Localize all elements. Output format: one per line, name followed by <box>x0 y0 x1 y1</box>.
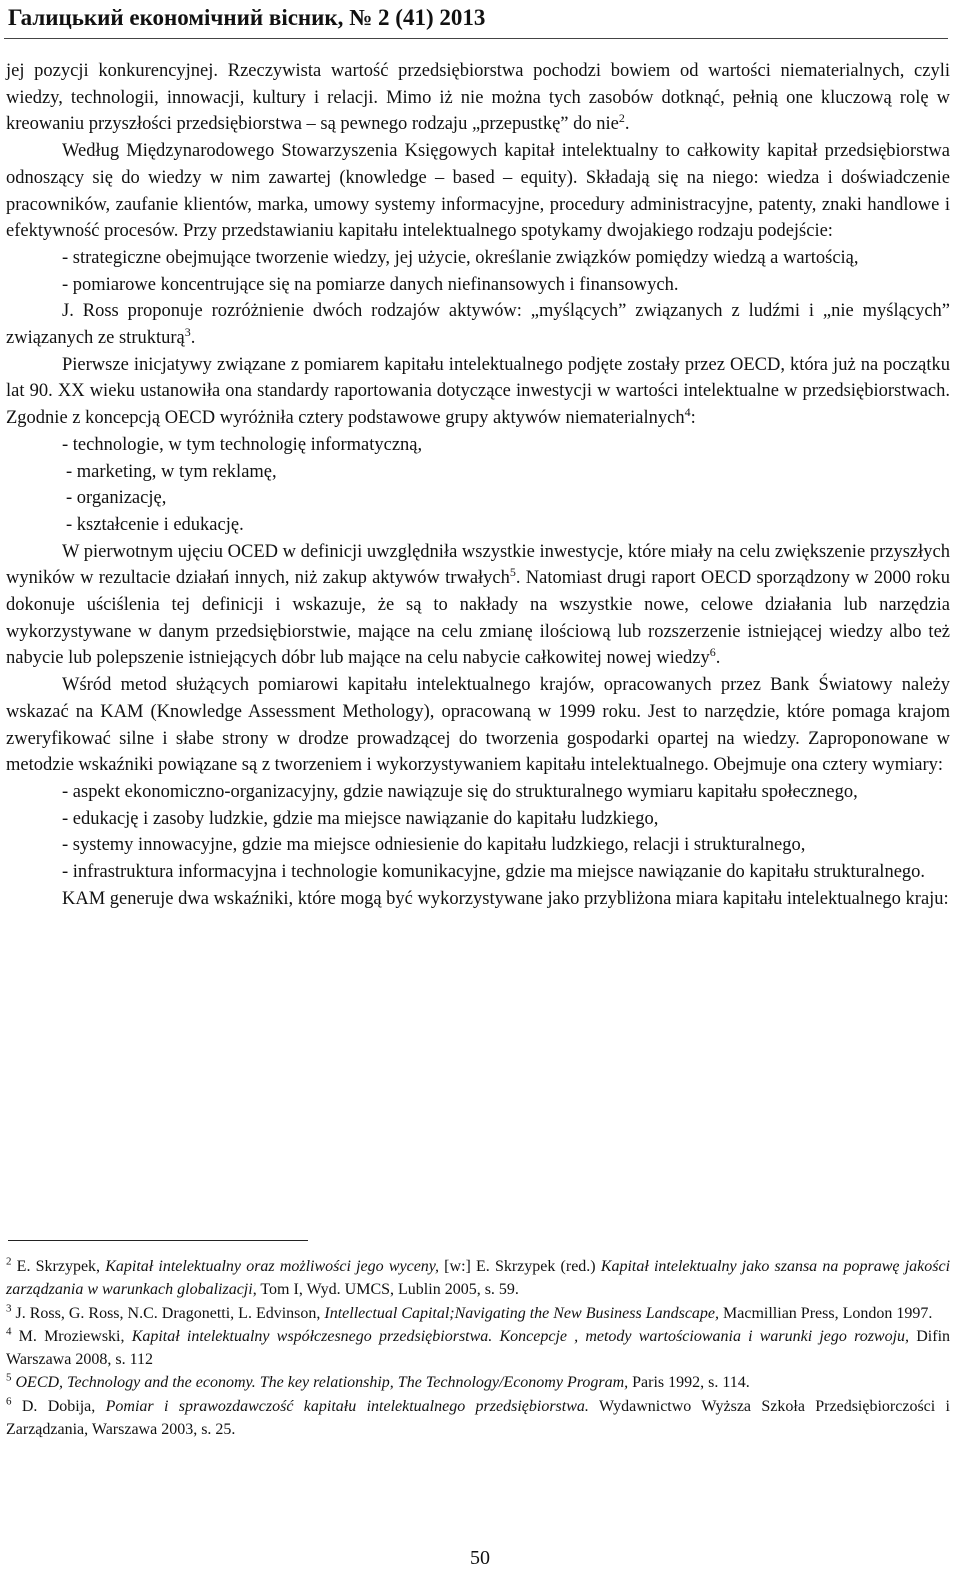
journal-header: Галицький економічний вісник, № 2 (41) 2013 <box>8 5 486 30</box>
footnote-ref-5[interactable]: 5 <box>509 565 516 580</box>
paragraph-kam-indicators: KAM generuje dwa wskaźniki, które mogą być wykorzystywane jako przybliżona miara kapitału intelektualnego kraju: <box>62 888 949 909</box>
page-number: 50 <box>470 1547 490 1569</box>
paragraph-oecd: Pierwsze inicjatywy związane z pomiarem kapitału intelektualnego podjęte zostały przez OECD, która już na początku lat 90. XX wieku ustanowiła ona standardy raportowania dotyczące inwestycji w wartości intelektualne w przedsiębiorstwach. Zgodnie z koncepcją OECD wyróżniła cztery podstawowe grupy aktywów niematerialnych$^4$: <box>6 354 950 429</box>
paragraph-kam: Wśród metod służących pomiarowi kapitału intelektualnego krajów, opracowanych przez Bank Światowy należy wskazać na KAM (Knowledge Assessment Methology), opracowaną w 1999 roku. Jest to narzędzie, które pomaga krajom zweryfikować silne i słabe strony w drodze prowadzącej do tworzenia gospodarki opartej na wiedzy. Zaproponowane w metodzie wskaźniki powiązane są z tworzeniem i wykorzystywaniem kapitału intelektualnego. Obejmuje ona cztery wymiary: <box>6 675 950 776</box>
list-item: - aspekt ekonomiczno-organizacyjny, gdzie nawiązuje się do strukturalnego wymiaru kapitału społecznego, <box>62 781 858 802</box>
list-item: - organizację, <box>66 488 167 509</box>
header-rule <box>4 38 948 39</box>
list-item: - marketing, w tym reklamę, <box>66 461 277 482</box>
footnotes <box>6 1255 950 1441</box>
footnote-6: $^6$ D. Dobija, Pomiar i sprawozdawczość kapitału intelektualnego przedsiębiorstwa. Wydawnictwo Wyższa Szkoła Przedsiębiorczości i Zarządzania, Warszawa 2003, s. 25. <box>6 1395 951 1439</box>
footnote-ref-3[interactable]: 3 <box>184 324 191 339</box>
main-text <box>6 58 950 913</box>
list-item: - technologie, w tym technologię informatyczną, <box>62 434 423 455</box>
footnote-ref-2[interactable]: 2 <box>618 111 625 126</box>
list-item-measurement: - pomiarowe koncentrujące się na pomiarze danych niefinansowych i finansowych. <box>62 274 679 295</box>
footnote-separator <box>8 1240 308 1241</box>
paragraph-2: Według Międzynarodowego Stowarzyszenia Księgowych kapitał intelektualny to całkowity kapitał przedsiębiorstwa odnoszący się do wiedzy w nim zawartej (knowledge – based – equity). Składają się na niego: wiedza i doświadczenie pracowników, zaufanie klientów, marka, umowy systemy informacyjne, procedury administracyjne, patenty, znaki handlowe i efektywność procesów. Przy przedstawianiu kapitału intelektualnego spotykamy dwojakiego rodzaju podejście: <box>6 141 950 242</box>
paragraph-1: jej pozycji konkurencyjnej. Rzeczywista wartość przedsiębiorstwa pochodzi bowiem od wartości niematerialnych, czyli wiedzy, technologii, innowacji, kultury i relacji. Mimo iż nie można tych zasobów dotknąć, pełnią one kluczową rolę w kreowaniu przyszłości przedsiębiorstwa – są pewnego rodzaju „przepustkę” do nie$^2$. <box>6 61 950 135</box>
footnote-ref-4[interactable]: 4 <box>684 404 691 419</box>
list-item: - edukację i zasoby ludzkie, gdzie ma miejsce nawiązanie do kapitału ludzkiego, <box>62 808 659 829</box>
paragraph-oced-definition: W pierwotnym ujęciu OCED w definicji uwzględniła wszystkie inwestycje, które miały na celu zwiększenie przyszłych wyników w rezultacie działań innych, niż zakup aktywów trwałych$^5$. Natomiast drugi raport OECD sporządzony w 2000 roku dokonuje uściślenia tej definicji i wskazuje, że są to nakłady na wszystkie nowe, celowe działania lub narzędzia wykorzystywane w danym przedsiębiorstwie, mające na celu zmianę ilościową lub rozszerzenie istniejącej wiedzy albo też nabycie lub polepszenie istniejących dóbr lub mające na celu nabycie całkowitej nowej wiedzy$^6$. <box>6 541 950 669</box>
footnote-3: $^3$ J. Ross, G. Ross, N.C. Dragonetti, L. Edvinson, Intellectual Capital;Navigating the New Business Landscape, Macmillian Press, London 1997. <box>6 1302 933 1322</box>
list-item: - systemy innowacyjne, gdzie ma miejsce odniesienie do kapitału ludzkiego, relacji i strukturalnego, <box>62 835 806 856</box>
footnote-4: $^4$ M. Mroziewski, Kapitał intelektualny współczesnego przedsiębiorstwa. Koncepcje , metody wartościowania i warunki jego rozwoju, Difin Warszawa 2008, s. 112 <box>6 1325 951 1369</box>
footnote-ref-6[interactable]: 6 <box>709 645 716 660</box>
list-item: - kształcenie i edukację. <box>66 514 244 535</box>
footnote-5: $^5$ OECD, Technology and the economy. The key relationship, The Technology/Economy Program, Paris 1992, s. 114. <box>6 1372 750 1392</box>
paragraph-ross: J. Ross proponuje rozróżnienie dwóch rodzajów aktywów: „myślących” związanych z ludźmi i „nie myślących” związanych ze strukturą$^3$. <box>6 301 950 349</box>
footnote-2: $^2$ E. Skrzypek, Kapitał intelektualny oraz możliwości jego wyceny, [w:] E. Skrzypek (red.) Kapitał intelektualny jako szansa na poprawę jakości zarządzania w warunkach globalizacji, Tom I, Wyd. UMCS, Lublin 2005, s. 59. <box>6 1255 951 1299</box>
list-item: - infrastruktura informacyjna i technologie komunikacyjne, gdzie ma miejsce nawiązanie do kapitału strukturalnego. <box>62 862 926 883</box>
list-item-strategic: - strategiczne obejmujące tworzenie wiedzy, jej użycie, określanie związków pomiędzy wiedzą a wartością, <box>62 247 859 268</box>
